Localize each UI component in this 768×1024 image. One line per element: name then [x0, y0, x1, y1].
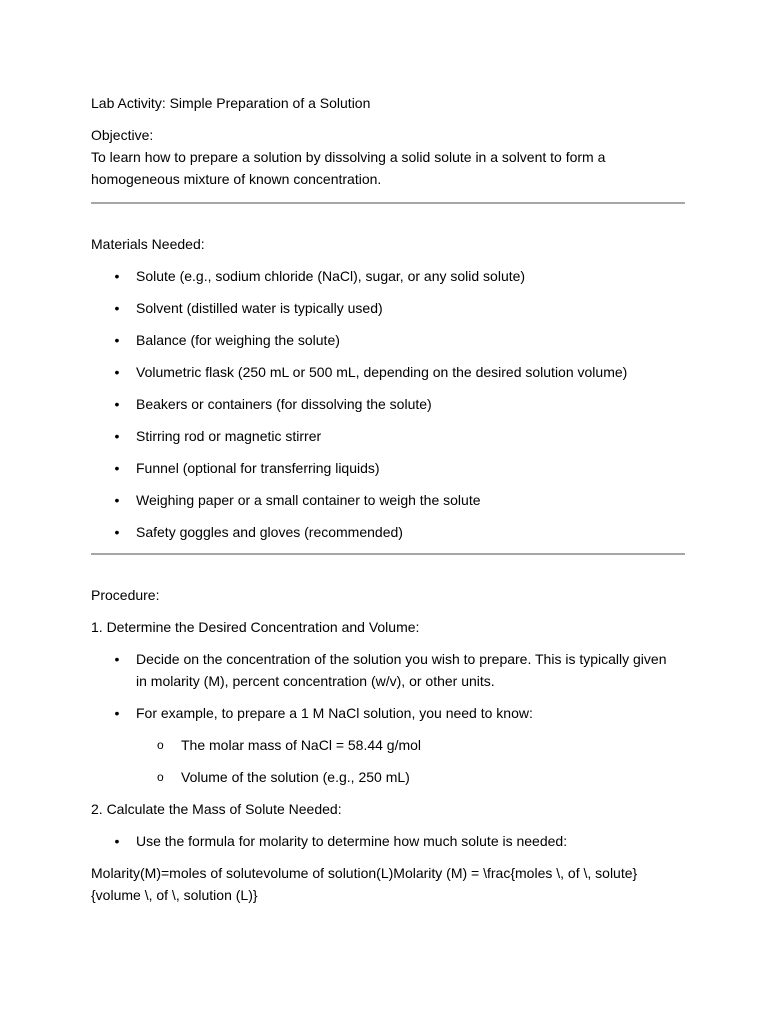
bullet-icon: •	[114, 492, 120, 508]
list-item	[91, 329, 681, 351]
sub-list-item	[91, 766, 681, 788]
list-item	[91, 265, 681, 287]
procedure-step-list	[91, 648, 681, 724]
objective-text: To learn how to prepare a solution by dissolving a solid solute in a solvent to form a homogeneous mixture of known concentration.	[91, 149, 606, 187]
bullet-icon: •	[114, 332, 120, 348]
list-item	[91, 425, 681, 447]
bullet-icon: •	[114, 460, 120, 476]
sub-bullet-icon: o	[157, 770, 164, 784]
list-item	[91, 297, 681, 319]
bullet-icon: •	[114, 396, 120, 412]
list-item-text: Volumetric flask (250 mL or 500 mL, depending on the desired solution volume)	[136, 364, 628, 380]
sub-list-item-text: Volume of the solution (e.g., 250 mL)	[181, 769, 410, 785]
document-title: Lab Activity: Simple Preparation of a Solution	[91, 95, 371, 111]
list-item-text: Beakers or containers (for dissolving the solute)	[136, 396, 432, 412]
list-item-text: Balance (for weighing the solute)	[136, 332, 340, 348]
materials-heading: Materials Needed:	[91, 236, 205, 252]
bullet-icon: •	[114, 651, 120, 667]
list-item	[91, 393, 681, 415]
bullet-icon: •	[114, 524, 120, 540]
sub-bullet-icon: o	[157, 738, 164, 752]
list-item	[91, 648, 681, 692]
list-item-text: Solvent (distilled water is typically used)	[136, 300, 383, 316]
molarity-formula: Molarity(M)=moles of solutevolume of solution(L)Molarity (M) = \frac{moles \, of \, solute}{volume \, of \, solution (L)}	[91, 865, 638, 903]
sub-list-item-text: The molar mass of NaCl = 58.44 g/mol	[181, 737, 422, 753]
procedure-step-title: 1. Determine the Desired Concentration and Volume:	[91, 619, 420, 635]
bullet-icon: •	[114, 268, 120, 284]
list-item-text: Decide on the concentration of the solution you wish to prepare. This is typically given in molarity (M), percent concentration (w/v), or other units.	[136, 651, 667, 689]
procedure-sub-list	[91, 734, 681, 788]
list-item-text: For example, to prepare a 1 M NaCl solution, you need to know:	[136, 705, 533, 721]
list-item	[91, 489, 681, 511]
section-divider	[91, 553, 685, 555]
bullet-icon: •	[114, 833, 120, 849]
document-body	[91, 92, 681, 906]
list-item	[91, 361, 681, 383]
list-item	[91, 830, 681, 852]
procedure-step-list	[91, 830, 681, 852]
sub-list-item	[91, 734, 681, 756]
list-item	[91, 521, 681, 543]
list-item-text: Stirring rod or magnetic stirrer	[136, 428, 322, 444]
procedure-heading: Procedure:	[91, 587, 160, 603]
bullet-icon: •	[114, 705, 120, 721]
list-item-text: Use the formula for molarity to determine how much solute is needed:	[136, 833, 568, 849]
bullet-icon: •	[114, 364, 120, 380]
objective-label: Objective:	[91, 127, 154, 143]
list-item-text: Safety goggles and gloves (recommended)	[136, 524, 403, 540]
procedure-step-title: 2. Calculate the Mass of Solute Needed:	[91, 801, 342, 817]
list-item-text: Weighing paper or a small container to weigh the solute	[136, 492, 481, 508]
list-item	[91, 457, 681, 479]
list-item-text: Solute (e.g., sodium chloride (NaCl), sugar, or any solid solute)	[136, 268, 526, 284]
list-item-text: Funnel (optional for transferring liquids)	[136, 460, 380, 476]
list-item	[91, 702, 681, 724]
bullet-icon: •	[114, 300, 120, 316]
bullet-icon: •	[114, 428, 120, 444]
materials-list	[91, 265, 681, 543]
section-divider	[91, 202, 685, 204]
